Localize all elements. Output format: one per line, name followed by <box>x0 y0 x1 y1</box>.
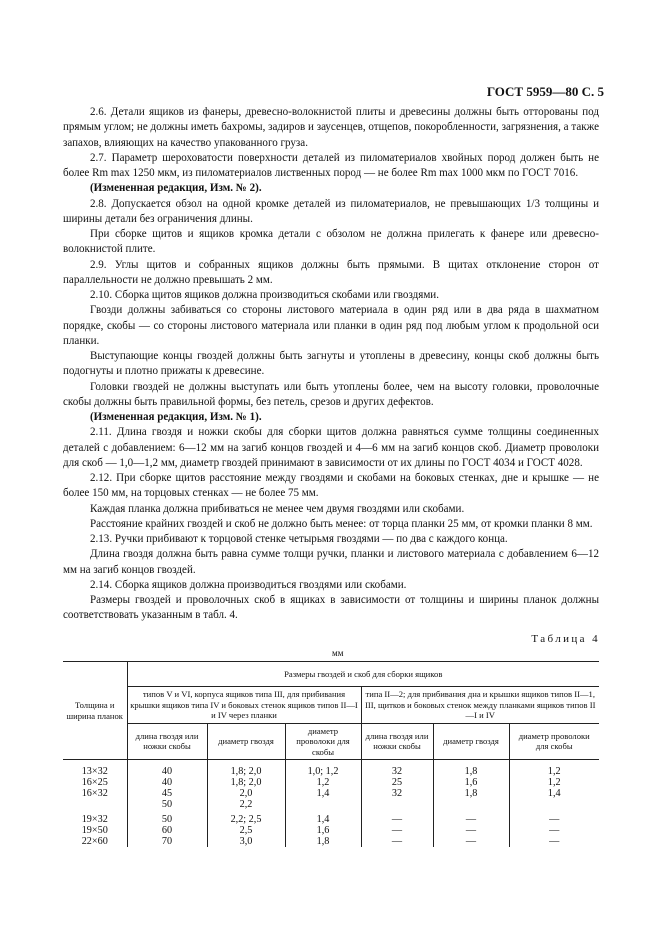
table-cell: — <box>433 836 509 847</box>
table-cell: 40 <box>127 777 207 788</box>
paragraph: Расстояние крайних гвоздей и скоб не должно быть менее: от торца планки 25 мм, от кромки планки 8 мм. <box>90 517 593 530</box>
table-cell: — <box>433 825 509 836</box>
paragraph: 2.6. Детали ящиков из фанеры, древесно-волокнистой плиты и древесины должны быть отторованы под прямым углом; не должны иметь бахромы, задиров и заусенцев, отщепов, покоробленности, загрязнения, а также запахов, влияющих на качество упакованного груза. <box>63 106 599 149</box>
table-cell: 1,8; 2,0 <box>207 777 285 788</box>
col-header: диаметр проволоки для скобы <box>509 723 599 760</box>
table-cell: — <box>361 836 433 847</box>
table-cell: 50 <box>127 799 207 810</box>
col-header: диаметр проволоки для скобы <box>285 723 361 760</box>
table-cell: — <box>509 825 599 836</box>
table-cell: 1,2 <box>509 760 599 778</box>
paragraph: 2.11. Длина гвоздя и ножки скобы для сборки щитов должна равняться сумме толщины соединенных деталей с добавлением: 6—12 мм на загиб концов гвоздей и 4—6 мм на загиб концов скоб. Диаметр проволоки для скоб — 1,0—1,2 мм, диаметр гвоздей принимают в зависимости от их длины по ГОСТ 4034 и ГОСТ 4028. <box>63 426 599 469</box>
paragraph: 2.8. Допускается обзол на одной кромке деталей из пиломатериалов, не превышающих 1/3 толщины и ширины детали без ограничения длины. <box>63 197 599 225</box>
table-cell: 1,8; 2,0 <box>207 760 285 778</box>
paragraph: 2.10. Сборка щитов ящиков должна производиться скобами или гвоздями. <box>90 289 439 301</box>
table-cell: 60 <box>127 825 207 836</box>
paragraph: 2.13. Ручки прибивают к торцовой стенке четырьмя гвоздями — по два с каждого конца. <box>90 533 508 545</box>
table-cell: 2,5 <box>207 825 285 836</box>
table-cell <box>361 799 433 810</box>
table-cell: — <box>509 836 599 847</box>
table-cell: — <box>509 810 599 825</box>
table-row <box>63 810 599 825</box>
page-header: ГОСТ 5959—80 С. 5 <box>486 84 604 99</box>
table-cell: — <box>361 825 433 836</box>
table-cell <box>285 799 361 810</box>
paragraph: 2.12. При сборке щитов расстояние между гвоздями и скобами на боковых стенках, дне и крышке — не более 150 мм, на торцовых стенках — не более 75 мм. <box>63 472 599 500</box>
table-cell: 32 <box>361 788 433 799</box>
table-cell <box>509 799 599 810</box>
table-cell: 2,2 <box>207 799 285 810</box>
table-cell <box>433 799 509 810</box>
paragraph: Каждая планка должна прибиваться не менее чем двумя гвоздями или скобами. <box>90 502 465 515</box>
table-cell: 50 <box>127 810 207 825</box>
table-row <box>63 777 599 788</box>
table-caption: Таблица 4 <box>531 633 600 645</box>
paragraph: При сборке щитов и ящиков кромка детали с обзолом не должна прилегать к фанере или древесно-волокнистой плите. <box>63 228 599 256</box>
table-cell: 1,6 <box>433 777 509 788</box>
table-cell: 1,8 <box>285 836 361 847</box>
header-group: Размеры гвоздей и скоб для сборки ящиков <box>127 662 599 687</box>
table-row <box>63 760 599 778</box>
table-row <box>63 825 599 836</box>
paragraph: 2.7. Параметр шероховатости поверхности деталей из пиломатериалов хвойных пород должен быть не более Rm max 1250 мкм, из пиломатериалов лиственных пород — не более Rm max 1000 мкм по ГОСТ 7016. <box>63 151 599 179</box>
table-row <box>63 799 599 810</box>
amendment-note: (Измененная редакция, Изм. № 1). <box>90 411 262 423</box>
table-cell: 19×50 <box>63 825 127 836</box>
table-cell: 1,8 <box>433 760 509 778</box>
table-cell: 1,4 <box>509 788 599 799</box>
nail-size-table <box>63 661 599 847</box>
col-header: диаметр гвоздя <box>207 723 285 760</box>
table-cell: 19×32 <box>63 810 127 825</box>
table-cell: 1,6 <box>285 825 361 836</box>
header-subgroup-2: типа II—2; для прибивания дна и крышки ящиков типов II—1, III, щитков и боковых стенок между планками ящиков типов II—I и IV <box>361 687 599 724</box>
table-cell: 40 <box>127 760 207 778</box>
paragraph: 2.14. Сборка ящиков должна производиться гвоздями или скобами. <box>90 578 407 591</box>
table-cell: — <box>361 810 433 825</box>
table-row <box>63 836 599 847</box>
table-cell <box>63 799 127 810</box>
paragraph: Размеры гвоздей и проволочных скоб в ящиках в зависимости от толщины и ширины планок должны соответствовать указанным в табл. 4. <box>63 594 599 622</box>
table-cell: 1,2 <box>509 777 599 788</box>
table-cell: 3,0 <box>207 836 285 847</box>
table-cell: 2,2; 2,5 <box>207 810 285 825</box>
table-cell: 16×25 <box>63 777 127 788</box>
table-cell: 32 <box>361 760 433 778</box>
table-cell: 13×32 <box>63 760 127 778</box>
table-row <box>63 788 599 799</box>
amendment-note: (Измененная редакция, Изм. № 2). <box>90 182 262 195</box>
table-unit: мм <box>332 648 344 658</box>
table-cell: 1,2 <box>285 777 361 788</box>
table-cell: 25 <box>361 777 433 788</box>
paragraph: 2.9. Углы щитов и собранных ящиков должны быть прямыми. В щитах отклонение сторон от параллельности не должно превышать 2 мм. <box>63 258 599 286</box>
table-cell: 1,4 <box>285 810 361 825</box>
paragraph: Выступающие концы гвоздей должны быть загнуты и утоплены в древесину, концы скоб должны быть подогнуты и плотно прижаты к древесине. <box>63 350 599 378</box>
header-plank-size: Толщина и ширина планок <box>63 662 127 760</box>
paragraph: Гвозди должны забиваться со стороны листового материала в один ряд или в два ряда в шахматном порядке, скобы — со стороны листового материала или планки в один ряд под любым углом к продольной оси планки. <box>63 304 599 347</box>
col-header: длина гвоздя или ножки скобы <box>127 723 207 760</box>
body-text <box>63 105 599 624</box>
table-cell: 1,4 <box>285 788 361 799</box>
table-cell: 16×32 <box>63 788 127 799</box>
table-cell: 22×60 <box>63 836 127 847</box>
paragraph: Длина гвоздя должна быть равна сумме толщи ручки, планки и листового материала с добавлением 6—12 мм на загиб концов гвоздей. <box>63 548 599 576</box>
table-cell: — <box>433 810 509 825</box>
header-subgroup-1: типов V и VI, корпуса ящиков типа III, для прибивания крышки ящиков типа IV и боковых стенок ящиков типов II—I и IV через планки <box>127 687 361 724</box>
col-header: длина гвоздя или ножки скобы <box>361 723 433 760</box>
table-cell: 1,8 <box>433 788 509 799</box>
table-cell: 45 <box>127 788 207 799</box>
paragraph: Головки гвоздей не должны выступать или быть утоплены более, чем на высоту головки, проволочные скобы должны быть правильной формы, без петель, срезов и других дефектов. <box>63 380 599 408</box>
table-cell: 1,0; 1,2 <box>285 760 361 778</box>
col-header: диаметр гвоздя <box>433 723 509 760</box>
table-cell: 70 <box>127 836 207 847</box>
table-cell: 2,0 <box>207 788 285 799</box>
